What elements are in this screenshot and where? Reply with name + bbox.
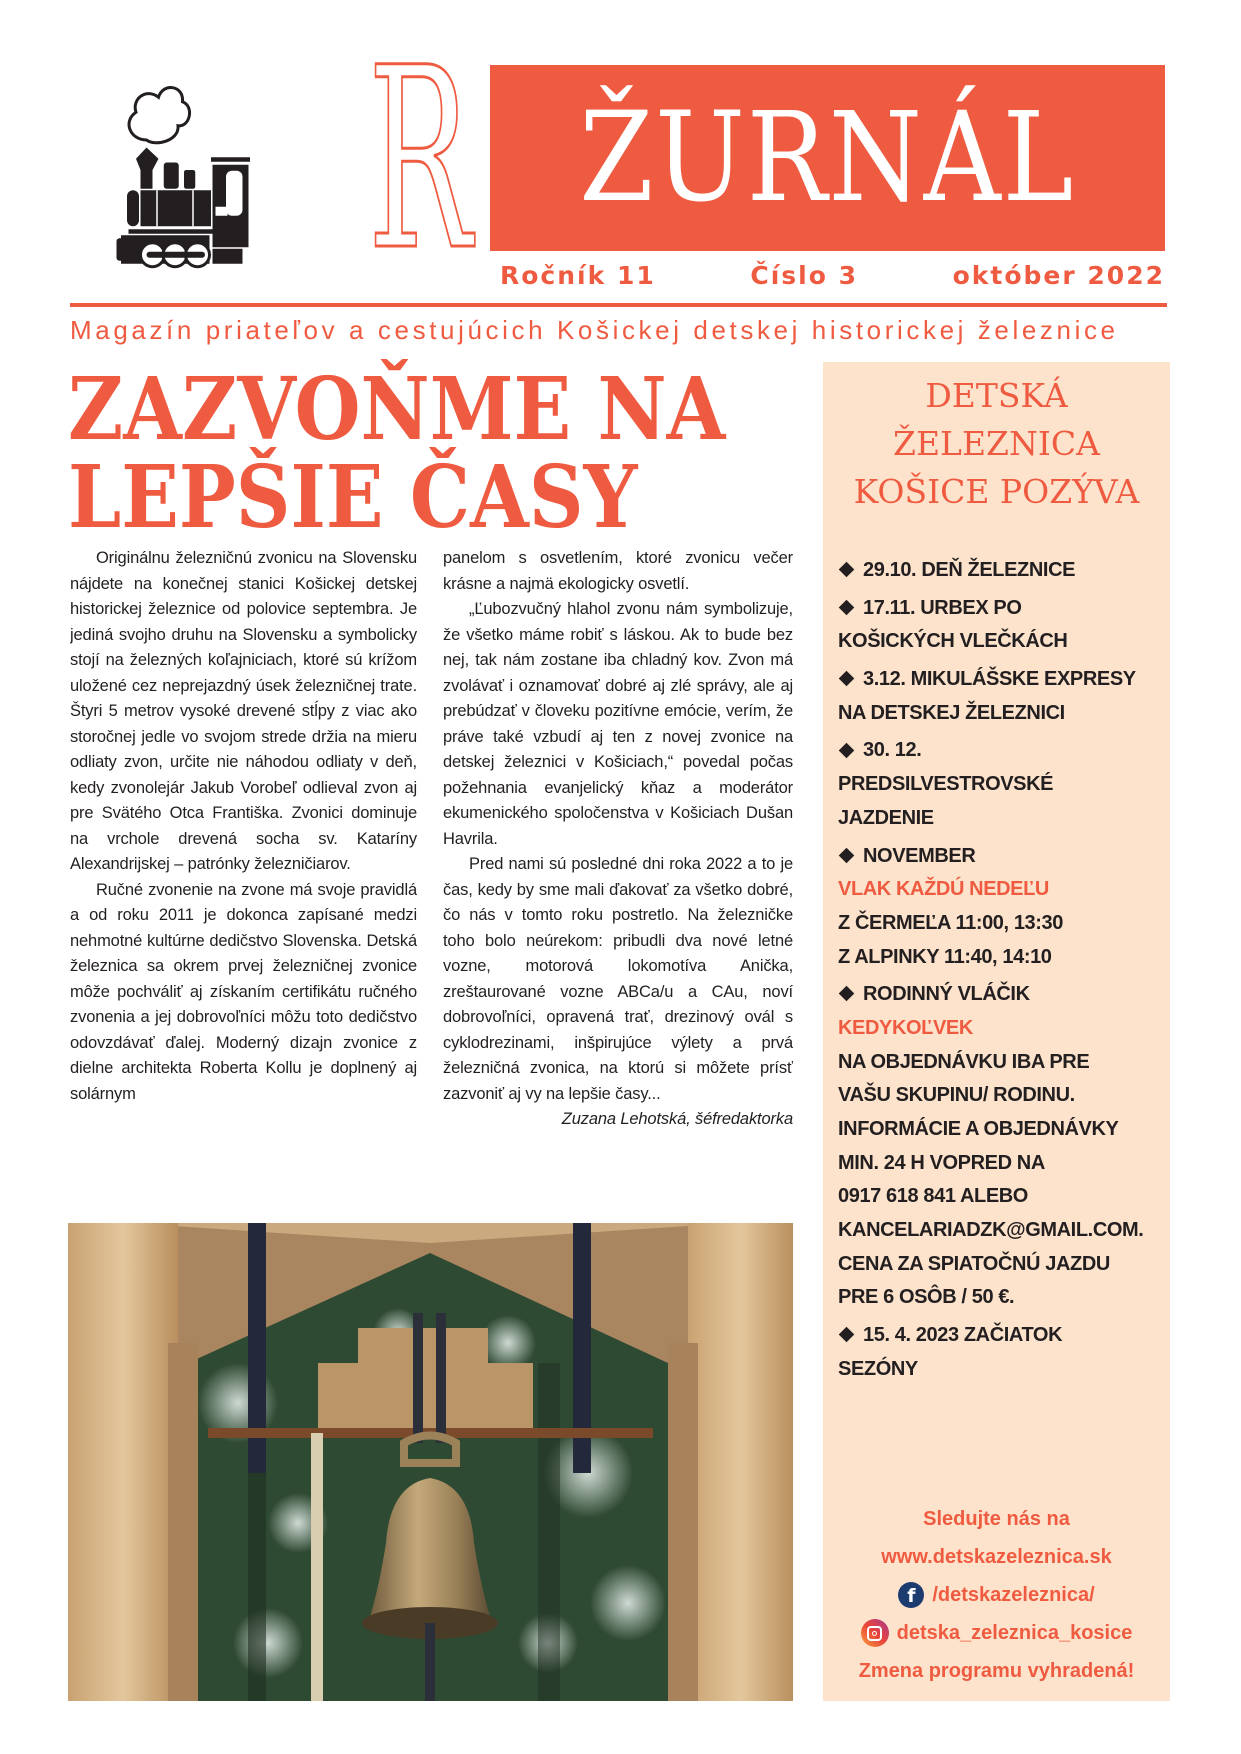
event-text: SEZÓNY [838,1357,918,1380]
event-text: VAŠU SKUPINU/ RODINU. [838,1084,1075,1107]
event-text: Z ALPINKY 11:40, 14:10 [838,945,1052,968]
event-item [838,840,1168,975]
follow-label: Sledujte nás na [923,1508,1070,1530]
event-line [838,978,1168,1012]
event-line [838,1180,1168,1214]
event-text: PRE 6 OSÔB / 50 €. [838,1286,1015,1309]
event-item [838,1319,1168,1386]
event-text: INFORMÁCIE A OBJEDNÁVKY [838,1118,1119,1140]
event-line [838,1248,1168,1282]
facebook-link[interactable] [823,1576,1170,1614]
diamond-bullet-icon [839,742,855,758]
headline-line-2: LEPŠIE ČASY [68,447,638,548]
issue-number: Číslo 3 [750,261,858,290]
article-column-right [443,546,793,1212]
event-item [838,978,1168,1315]
event-text: KOŠICKÝCH VLEČKÁCH [838,630,1068,653]
event-text: 17.11. URBEX PO [863,596,1022,619]
event-text: 30. 12. [863,739,922,762]
event-text: CENA ZA SPIATOČNÚ JAZDU [838,1252,1110,1275]
sidebar-title [823,372,1170,516]
event-text: NA DETSKEJ ŽELEZNICI [838,701,1065,724]
event-line [838,941,1168,975]
masthead-title-text: ŽURNÁL [579,86,1076,230]
tagline: Magazín priateľov a cestujúcich Košickej detskej historickej železnice [70,315,1119,345]
website-link[interactable]: www.detskazeleznica.sk [881,1546,1112,1568]
event-line [838,663,1168,697]
event-text: KANCELARIADZK@GMAIL.COM. [838,1219,1144,1242]
facebook-icon: f [898,1582,924,1608]
headline-line-1: ZAZVOŇME NA [68,359,726,460]
event-text: NA OBJEDNÁVKU IBA PRE [838,1050,1090,1073]
diamond-bullet-icon [839,986,855,1002]
event-highlight [838,873,1168,907]
locomotive-logo-icon [100,62,250,278]
event-line [838,1113,1168,1147]
article-paragraph: „Ľubozvučný hlahol zvonu nám symbolizuje, že všetko máme robiť s láskou. Ak to bude bez nej, tak nám zostane iba chladný kov. Zvon má zvolávať i oznamovať dobré aj zlé správy, ale aj prebúdzať v človeku pozitívne emócie, verím, že práve také vzbudí aj ten z novej zvonice na detskej železnici v Košiciach,“ povedal počas požehnania evanjelický kňaz a moderátor ekumenického spoločenstva v Košiciach Dušan Havrila. [443,600,793,848]
issue-info [500,258,1165,294]
article-paragraph: Ručné zvonenie na zvone má svoje pravidlá a od roku 2011 je dokonca zapísané medzi nehmotné kultúrne dedičstvo Slovenska. Detská železnica sa okrem prvej železničnej zvonice môže pochváliť aj získaním certifikátu ručného zvonenia a jej dobrovoľníci môžu toto dedičstvo odovzdávať ďalej. Moderný dizajn zvonice z dielne architekta Roberta Kollu je doplnený aj solárnym [70,880,417,1103]
article-paragraph: Pred nami sú posledné dni roka 2022 a to je čas, kedy by sme mali ďakovať za všetko dobré, čo nás v tomto roku postretlo. Na železničke toho bolo neúrekom: pribudli dva nové letné vozne, motorová lokomotíva Anička, zreštaurované vozne ABCa/u a CAu, noví dobrovoľníci, opravená trať, drezinový ovál s cyklodrezinami, inšpirujúce výlety a prvá železničná zvonica, na ktorú si môžete prísť zazvoniť aj vy na lepšie časy... [443,855,793,1103]
event-line [838,1147,1168,1181]
event-line [838,802,1168,836]
event-item [838,663,1168,730]
masthead-divider [70,303,1167,307]
event-item [838,554,1168,588]
facebook-handle[interactable]: /detskazeleznica/ [932,1584,1095,1606]
event-text: Z ČERMEĽA 11:00, 13:30 [838,911,1063,934]
masthead-title [490,65,1165,251]
masthead-logo-letter-text: R [368,40,472,280]
instagram-link[interactable] [823,1614,1170,1652]
events-list [838,554,1168,1490]
bell-tower-photo [68,1223,793,1701]
event-line [838,697,1168,731]
event-line [838,1214,1168,1248]
program-disclaimer: Zmena programu vyhradená! [858,1660,1135,1682]
instagram-handle[interactable]: detska_zeleznica_kosice [896,1622,1133,1644]
diamond-bullet-icon [839,600,855,616]
article-column-left [70,546,417,1212]
event-line [838,625,1168,659]
event-text: 29.10. DEŇ ŽELEZNICE [863,559,1076,581]
event-line [838,1281,1168,1315]
event-text: MIN. 24 H VOPRED NA [838,1151,1045,1174]
sidebar-title-line: DETSKÁ [925,376,1068,415]
event-text: 15. 4. 2023 ZAČIATOK [863,1324,1063,1347]
event-text: JAZDENIE [838,806,934,829]
event-line [838,768,1168,802]
event-line [838,734,1168,768]
event-highlight [838,1012,1168,1046]
event-line [838,1079,1168,1113]
follow-us-block [823,1500,1170,1690]
event-line [838,592,1168,626]
sidebar-title-line: KOŠICE POZÝVA [853,472,1140,511]
event-line [838,1046,1168,1080]
event-text: VLAK KAŽDÚ NEDEĽU [838,878,1049,901]
event-text: KEDYKOĽVEK [838,1016,973,1039]
article-paragraph: Originálnu železničnú zvonicu na Slovensku nájdete na konečnej stanici Košickej detskej historickej železnice od polovice septembra. Je jediná svojho druhu na Slovensku a symbolicky stojí na železných koľajniciach, ktoré sú krížom uložené cez neprejazdný úsek železničnej trate. Štyri 5 metrov vysoké drevené stĺpy z viac ako storočnej jedle vo svojom strede držia na mieru odliaty zvon, určite nie náhodou odliaty v deň, kedy zvonolejár Jakub Vorobeľ odlieval zvon aj pre Svätého Otca Františka. Zvonici dominuje na vrchole drevená socha sv. Kataríny Alexandrijskej – patrónky železničiarov. [70,549,417,873]
event-line [838,554,1168,588]
event-line [838,1353,1168,1387]
event-text: RODINNÝ VLÁČIK [863,983,1030,1006]
event-text: PREDSILVESTROVSKÉ [838,773,1054,796]
diamond-bullet-icon [839,562,855,578]
diamond-bullet-icon [839,847,855,863]
sidebar-title-line: ŽELEZNICA [893,424,1100,463]
diamond-bullet-icon [839,1327,855,1343]
event-text: 3.12. MIKULÁŠSKE EXPRESY [863,668,1136,691]
event-item [838,734,1168,835]
masthead-logo-letter [368,40,486,280]
event-item [838,592,1168,659]
event-line [838,907,1168,941]
article-paragraph: panelom s osvetlením, ktoré zvonicu večer krásne a najmä ekologicky osvetlí. [443,549,793,593]
issue-date: október 2022 [952,261,1165,290]
event-line [838,840,1168,874]
event-line [838,1319,1168,1353]
event-text: 0917 618 841 ALEBO [838,1185,1028,1208]
diamond-bullet-icon [839,671,855,687]
article-headline [68,359,818,548]
volume-number: Ročník 11 [500,261,656,290]
event-text: NOVEMBER [863,844,976,867]
instagram-icon [861,1619,889,1647]
article-signature: Zuzana Lehotská, šéfredaktorka [561,1110,793,1128]
